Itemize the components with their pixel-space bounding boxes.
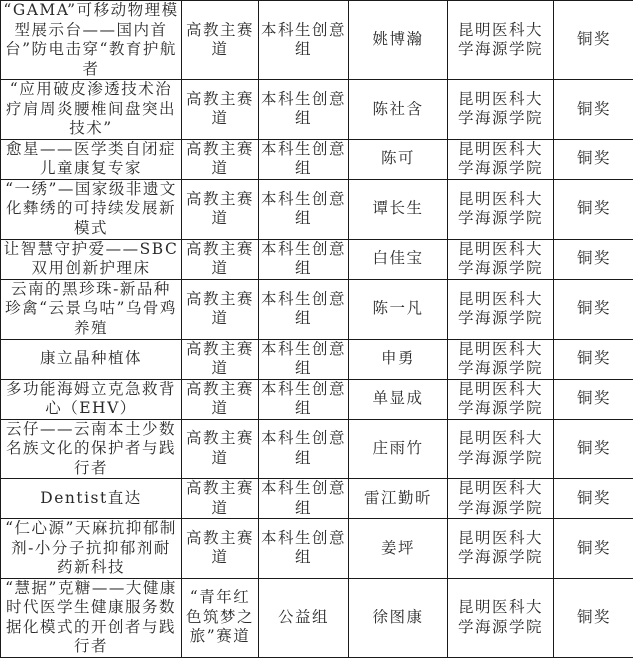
track-cell: 高教主赛道 (182, 339, 259, 379)
school-cell: 昆明医科大学海源学院 (448, 80, 554, 140)
project-name-cell: 云南的黑珍珠-新品种珍禽“云景乌咕”乌骨鸡养殖 (1, 279, 182, 339)
track-cell: 高教主赛道 (182, 519, 259, 579)
group-cell: 本科生创意组 (259, 80, 349, 140)
leader-cell: 庄雨竹 (349, 419, 448, 479)
table-row (1, 179, 633, 239)
school-cell: 昆明医科大学海源学院 (448, 339, 554, 379)
award-cell: 铜奖 (554, 339, 633, 379)
leader-cell: 白佳宝 (349, 239, 448, 279)
group-cell: 本科生创意组 (259, 379, 349, 419)
track-cell: 高教主赛道 (182, 239, 259, 279)
award-cell: 铜奖 (554, 379, 633, 419)
award-cell: 铜奖 (554, 179, 633, 239)
track-cell: 高教主赛道 (182, 139, 259, 179)
project-name-cell: 康立晶种植体 (1, 339, 182, 379)
project-name-cell: “一绣”—国家级非遗文化彝绣的可持续发展新模式 (1, 179, 182, 239)
leader-cell: 徐图康 (349, 578, 448, 657)
table-row (1, 139, 633, 179)
award-cell: 铜奖 (554, 139, 633, 179)
school-cell: 昆明医科大学海源学院 (448, 479, 554, 519)
leader-cell: 陈社含 (349, 80, 448, 140)
track-cell: 高教主赛道 (182, 1, 259, 80)
track-cell: 高教主赛道 (182, 80, 259, 140)
group-cell: 公益组 (259, 578, 349, 657)
leader-cell: 申勇 (349, 339, 448, 379)
school-cell: 昆明医科大学海源学院 (448, 379, 554, 419)
group-cell: 本科生创意组 (259, 519, 349, 579)
award-cell: 铜奖 (554, 80, 633, 140)
table-row (1, 239, 633, 279)
track-cell: 高教主赛道 (182, 479, 259, 519)
leader-cell: 陈可 (349, 139, 448, 179)
track-cell: 高教主赛道 (182, 379, 259, 419)
award-cell: 铜奖 (554, 1, 633, 80)
award-cell: 铜奖 (554, 479, 633, 519)
project-name-cell: 让智慧守护爱——SBC双用创新护理床 (1, 239, 182, 279)
group-cell: 本科生创意组 (259, 419, 349, 479)
school-cell: 昆明医科大学海源学院 (448, 239, 554, 279)
group-cell: 本科生创意组 (259, 339, 349, 379)
school-cell: 昆明医科大学海源学院 (448, 279, 554, 339)
group-cell: 本科生创意组 (259, 239, 349, 279)
leader-cell: 谭长生 (349, 179, 448, 239)
award-cell: 铜奖 (554, 279, 633, 339)
track-cell: 高教主赛道 (182, 279, 259, 339)
group-cell: 本科生创意组 (259, 179, 349, 239)
school-cell: 昆明医科大学海源学院 (448, 139, 554, 179)
track-cell: 高教主赛道 (182, 419, 259, 479)
track-cell: “青年红色筑梦之旅”赛道 (182, 578, 259, 657)
project-name-cell: 云仔——云南本土少数名族文化的保护者与践行者 (1, 419, 182, 479)
school-cell: 昆明医科大学海源学院 (448, 519, 554, 579)
table-row (1, 479, 633, 519)
project-name-cell: “慧据”克糖——大健康时代医学生健康服务数据化模式的开创者与践行者 (1, 578, 182, 657)
school-cell: 昆明医科大学海源学院 (448, 419, 554, 479)
table-row (1, 339, 633, 379)
school-cell: 昆明医科大学海源学院 (448, 179, 554, 239)
award-cell: 铜奖 (554, 578, 633, 657)
group-cell: 本科生创意组 (259, 139, 349, 179)
group-cell: 本科生创意组 (259, 479, 349, 519)
leader-cell: 陈一凡 (349, 279, 448, 339)
leader-cell: 姜坪 (349, 519, 448, 579)
project-name-cell: 多功能海姆立克急救背心（EHV） (1, 379, 182, 419)
award-cell: 铜奖 (554, 239, 633, 279)
award-cell: 铜奖 (554, 519, 633, 579)
table-row (1, 419, 633, 479)
school-cell: 昆明医科大学海源学院 (448, 578, 554, 657)
project-name-cell: “仁心源”天麻抗抑郁制剂-小分子抗抑郁剂耐药新科技 (1, 519, 182, 579)
awards-table-body (1, 1, 633, 658)
project-name-cell: “GAMA”可移动物理模型展示台——国内首台”防电击穿“教育护航者 (1, 1, 182, 80)
table-row (1, 578, 633, 657)
table-row (1, 1, 633, 80)
project-name-cell: Dentist直达 (1, 479, 182, 519)
table-row (1, 80, 633, 140)
track-cell: 高教主赛道 (182, 179, 259, 239)
group-cell: 本科生创意组 (259, 1, 349, 80)
award-cell: 铜奖 (554, 419, 633, 479)
table-row (1, 279, 633, 339)
project-name-cell: 愈星——医学类自闭症儿童康复专家 (1, 139, 182, 179)
group-cell: 本科生创意组 (259, 279, 349, 339)
leader-cell: 单显成 (349, 379, 448, 419)
project-name-cell: “应用破皮渗透技术治疗肩周炎腰椎间盘突出技术” (1, 80, 182, 140)
table-row (1, 519, 633, 579)
school-cell: 昆明医科大学海源学院 (448, 1, 554, 80)
table-row (1, 379, 633, 419)
leader-cell: 雷江勤昕 (349, 479, 448, 519)
leader-cell: 姚博瀚 (349, 1, 448, 80)
